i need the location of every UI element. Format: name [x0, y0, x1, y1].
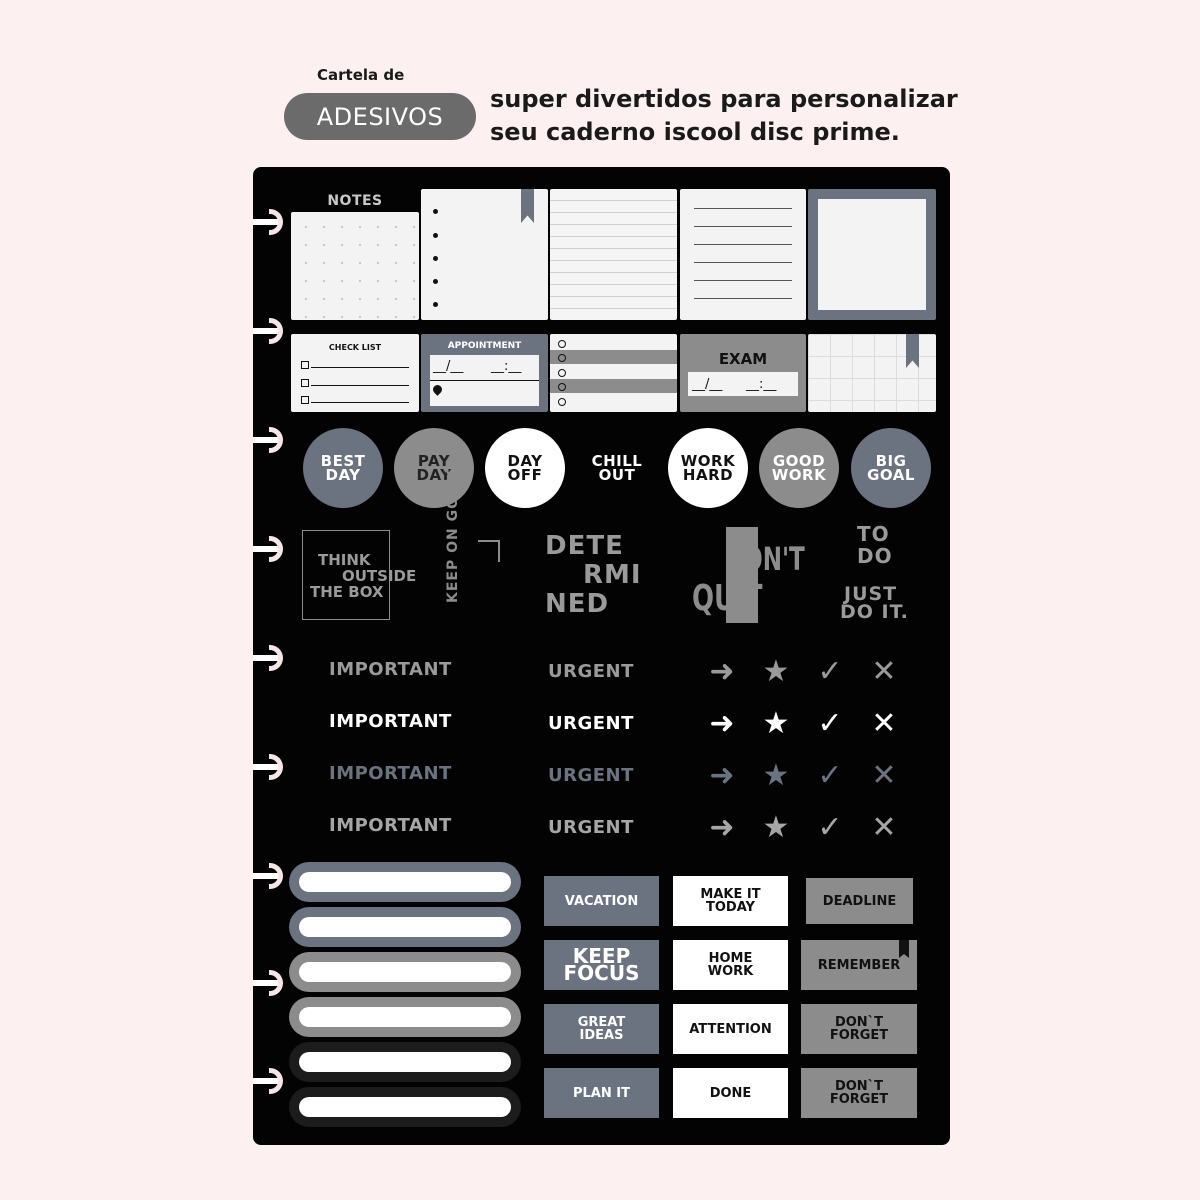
header-pill: ADESIVOS — [284, 93, 476, 140]
circle-line1: CHILL — [591, 452, 643, 470]
tag-deadline: DEADLINE — [806, 878, 913, 924]
exam-date: __/__ — [692, 377, 723, 392]
circle-line2: OFF — [507, 466, 543, 484]
x-icon: ✕ — [871, 706, 897, 741]
just-do-it-sticker — [840, 585, 909, 621]
header-desc-line1: super divertidos para personalizar — [490, 85, 958, 113]
binder-hook-icon — [253, 318, 287, 344]
star-icon: ★ — [762, 706, 790, 741]
circle-line1: GOOD — [772, 452, 826, 470]
exam-time: __:__ — [746, 377, 777, 392]
notes-label: NOTES — [327, 193, 383, 209]
binder-hook-icon — [253, 970, 287, 996]
binder-hook-icon — [253, 1068, 287, 1094]
urgent-word: URGENT — [548, 661, 634, 682]
tag-great-ideas: GREAT IDEAS — [544, 1004, 659, 1054]
star-icon: ★ — [762, 654, 790, 689]
circle-line1: DAY — [507, 452, 543, 470]
circle-line2: GOAL — [867, 466, 915, 484]
urgent-word: URGENT — [548, 765, 634, 786]
quit-label: QUIT — [692, 578, 763, 619]
star-icon: ★ — [762, 758, 790, 793]
binder-hook-icon — [253, 863, 287, 889]
binder-hook-icon — [253, 645, 287, 671]
determined-sticker — [545, 532, 642, 619]
circle-sticker-best-day — [303, 428, 383, 508]
tag-make-it-today: MAKE IT TODAY — [673, 876, 788, 926]
check-icon: ✓ — [817, 758, 843, 793]
think-line1: THINK — [318, 551, 371, 569]
think-line2: OUTSIDE — [342, 567, 417, 585]
pill-label-sticker — [289, 1087, 521, 1127]
arrow-icon: ➜ — [709, 810, 735, 845]
circle-sticker-good-work — [759, 428, 839, 508]
x-icon: ✕ — [871, 654, 897, 689]
important-word: IMPORTANT — [329, 815, 452, 836]
just-line: JUST — [844, 583, 898, 605]
binder-hook-icon — [253, 536, 287, 562]
step-arrow-icon — [478, 540, 500, 562]
exam-sticker — [680, 334, 806, 412]
todo-sticker — [857, 523, 893, 567]
keep-going-sticker: KEEP ON GOING — [445, 464, 461, 603]
appointment-label: APPOINTMENT — [447, 341, 522, 351]
pill-label-sticker — [289, 1042, 521, 1082]
bullet-note-sticker — [421, 189, 548, 320]
circle-sticker-pay-day — [394, 428, 474, 508]
ruled-note-sticker — [550, 189, 677, 320]
important-word: IMPORTANT — [329, 711, 452, 732]
dont-label: DON'T — [724, 540, 805, 578]
star-icon: ★ — [762, 810, 790, 845]
framed-note-sticker — [808, 189, 936, 320]
circle-sticker-big-goal — [851, 428, 931, 508]
do-it-line: DO IT. — [840, 601, 909, 623]
determined-line1: DETE — [545, 531, 624, 561]
check-icon: ✓ — [817, 810, 843, 845]
appointment-sticker — [421, 334, 548, 412]
checklist-sticker — [291, 334, 419, 412]
pill-label-sticker — [289, 862, 521, 902]
tag-keep-focus: KEEP FOCUS — [544, 940, 659, 990]
circle-line1: BIG — [875, 452, 907, 470]
header-small-label: Cartela de — [317, 66, 405, 84]
circle-line2: DAY — [325, 466, 361, 484]
tag-attention: ATTENTION — [673, 1004, 788, 1054]
grid-note-sticker — [808, 334, 936, 412]
pill-label-sticker — [289, 952, 521, 992]
pill-label-sticker — [289, 997, 521, 1037]
binder-hook-icon — [253, 209, 287, 235]
circle-line2: OUT — [598, 466, 636, 484]
tag-remember: REMEMBER — [801, 940, 917, 990]
tag-vacation: VACATION — [544, 876, 659, 926]
binder-hook-icon — [253, 754, 287, 780]
check-icon: ✓ — [817, 706, 843, 741]
circle-sticker-day-off — [485, 428, 565, 508]
determined-line2: RMI — [583, 560, 642, 590]
tag-plan-it: PLAN IT — [544, 1068, 659, 1118]
circle-line1: WORK — [680, 452, 736, 470]
important-word: IMPORTANT — [329, 659, 452, 680]
x-icon: ✕ — [871, 810, 897, 845]
circle-line2: DAY — [416, 466, 452, 484]
todo-list-sticker — [550, 334, 677, 412]
tag-home-work: HOME WORK — [673, 940, 788, 990]
tag-done: DONE — [673, 1068, 788, 1118]
circle-line1: BEST — [320, 452, 366, 470]
header-description — [490, 83, 960, 149]
arrow-icon: ➜ — [709, 758, 735, 793]
tag-dont-forget: DON`T FORGET — [801, 1004, 917, 1054]
todo-line1: TO — [857, 522, 890, 546]
determined-line3: NED — [545, 589, 610, 619]
binder-hook-icon — [253, 427, 287, 453]
urgent-word: URGENT — [548, 713, 634, 734]
checklist-label: CHECK LIST — [328, 343, 382, 352]
lined-note-sticker — [680, 189, 806, 320]
x-icon: ✕ — [871, 758, 897, 793]
appointment-date: __/__ — [433, 359, 464, 374]
arrow-icon: ➜ — [709, 654, 735, 689]
check-icon: ✓ — [817, 654, 843, 689]
header-desc-line2: seu caderno iscool disc prime. — [490, 118, 900, 146]
pill-label-sticker — [289, 907, 521, 947]
circle-line2: WORK — [771, 466, 827, 484]
circle-line2: HARD — [682, 466, 734, 484]
think-line3: THE BOX — [310, 583, 384, 601]
appointment-time: __:__ — [491, 359, 522, 374]
bookmark-ribbon-icon — [906, 334, 919, 368]
exam-label: EXAM — [718, 350, 768, 368]
important-word: IMPORTANT — [329, 763, 452, 784]
urgent-word: URGENT — [548, 817, 634, 838]
circle-line1: PAY — [417, 452, 451, 470]
tag-dont-forget-2: DON`T FORGET — [801, 1068, 917, 1118]
dot-grid-note-sticker — [291, 212, 419, 320]
circle-sticker-work-hard — [668, 428, 748, 508]
circle-sticker-chill-out — [577, 428, 657, 508]
todo-line2: DO — [857, 544, 893, 568]
bookmark-ribbon-icon — [521, 189, 534, 223]
arrow-icon: ➜ — [709, 706, 735, 741]
